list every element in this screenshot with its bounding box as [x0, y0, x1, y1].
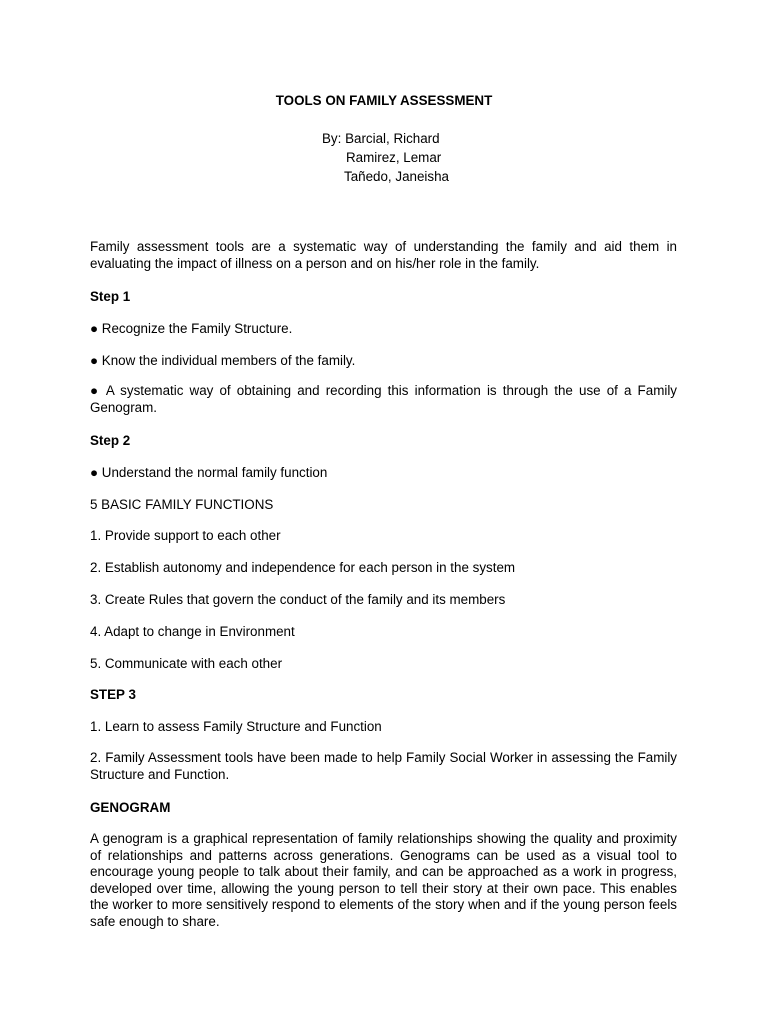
genogram-paragraph: A genogram is a graphical representation of family relationships showing the quality and proximity of relationships and patterns across generations. Genograms can be used as a visual tool to encourage young people to talk about their family, and can be approached as a work in progress, developed over time, allowing the young person to tell their story at their own pace. This enables the worker to more sensitively respond to elements of the story when and if the young person feels safe enough to share.	[90, 831, 677, 929]
step3-item-2: 2. Family Assessment tools have been made to help Family Social Worker in assessing the Family Structure and Function.	[90, 750, 677, 782]
step3-item-1: 1. Learn to assess Family Structure and Function	[90, 719, 382, 734]
function-item-2: 2. Establish autonomy and independence for each person in the system	[90, 560, 516, 575]
author-line-3: Tañedo, Janeisha	[344, 169, 449, 184]
functions-heading: 5 BASIC FAMILY FUNCTIONS	[90, 497, 274, 512]
intro-paragraph: Family assessment tools are a systematic way of understanding the family and aid them in evaluating the impact of illness on a person and on his/her role in the family.	[90, 239, 677, 271]
step2-heading: Step 2	[90, 433, 131, 448]
step2-bullet: ● Understand the normal family function	[90, 465, 328, 480]
document-title: TOOLS ON FAMILY ASSESSMENT	[275, 93, 493, 108]
function-item-4: 4. Adapt to change in Environment	[90, 624, 295, 639]
author-line-1: By: Barcial, Richard	[322, 131, 440, 146]
step1-bullet-1: ● Recognize the Family Structure.	[90, 321, 293, 336]
function-item-3: 3. Create Rules that govern the conduct of the family and its members	[90, 592, 506, 607]
genogram-heading: GENOGRAM	[90, 800, 171, 815]
step3-heading: STEP 3	[90, 687, 136, 702]
step1-bullet-2: ● Know the individual members of the family.	[90, 353, 356, 368]
step1-heading: Step 1	[90, 289, 131, 304]
function-item-1: 1. Provide support to each other	[90, 528, 281, 543]
author-line-2: Ramirez, Lemar	[346, 150, 442, 165]
step1-bullet-3: ● A systematic way of obtaining and recording this information is through the use of a Family Genogram.	[90, 383, 677, 415]
function-item-5: 5. Communicate with each other	[90, 656, 283, 671]
